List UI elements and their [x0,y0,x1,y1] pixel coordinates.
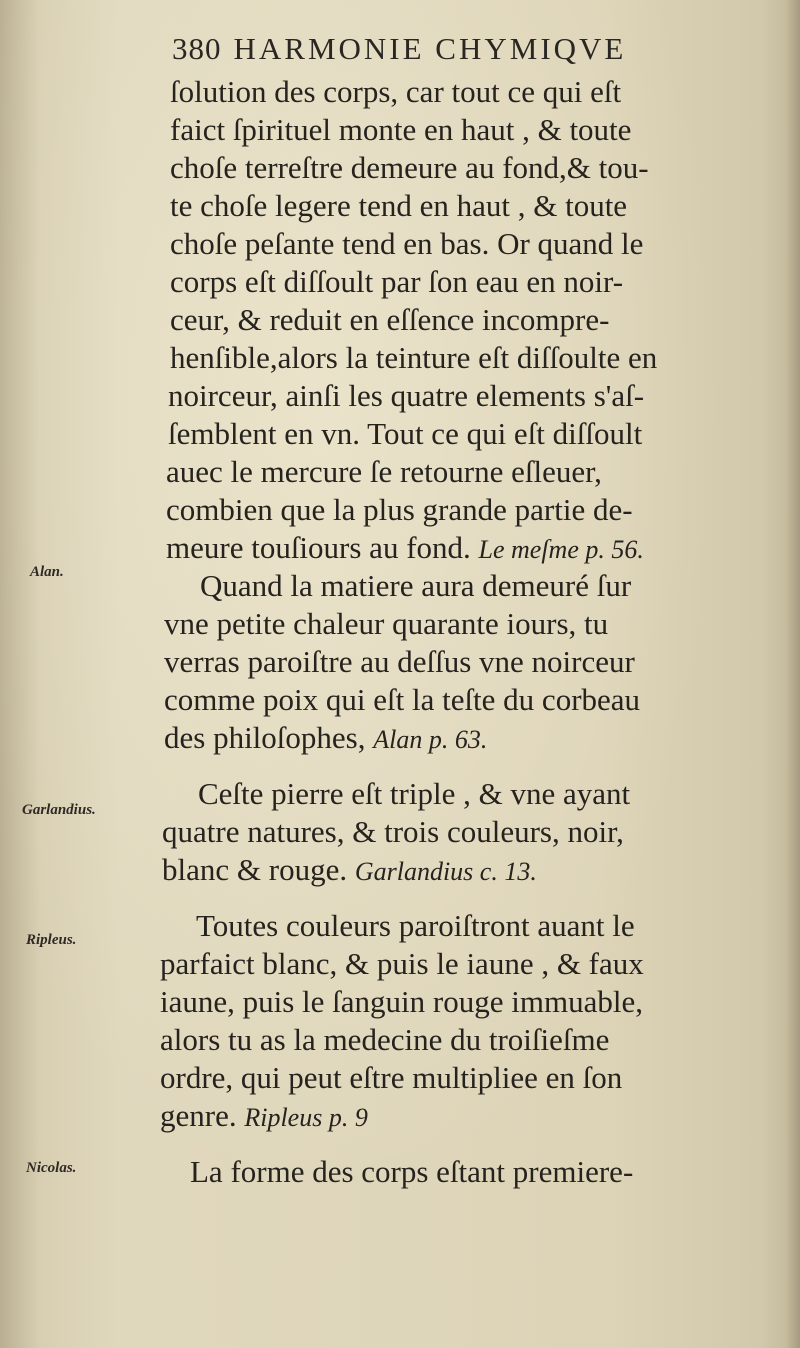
text-line: te choſe legere tend en haut , & toute [170,188,628,223]
text-line: auec le mercure ſe retourne eſleuer, [166,454,602,489]
margin-note-nicolas: Nicolas. [26,1160,77,1176]
text-line: faict ſpirituel monte en haut , & toute [170,112,632,147]
text-line: choſe terreſtre demeure au fond,& tou- [170,150,649,185]
text-line: Quand la matiere aura demeuré ſur [200,568,632,603]
text-line: Ceſte pierre eſt triple , & vne ayant [198,776,631,811]
text-line: La forme des corps eſtant premiere- [190,1154,634,1189]
page-header [172,28,772,70]
margin-note-garlandius: Garlandius. [22,802,96,818]
page-edge-shadow [786,0,800,1348]
text-line: des philoſophes, Alan p. 63. [164,720,488,755]
text-line: combien que la plus grande partie de- [166,492,633,527]
text-line: ordre, qui peut eſtre multipliee en ſon [160,1060,623,1095]
text-line: iaune, puis le ſanguin rouge immuable, [160,984,643,1019]
text-line: noirceur, ainſi les quatre elements s'aſ- [168,378,645,413]
text-line: henſible,alors la teinture eſt diſſoulte en [170,340,658,375]
margin-note-ripleus: Ripleus. [26,932,77,948]
text-line: ſemblent en vn. Tout ce qui eſt diſſoult [168,416,643,451]
margin-note-alan: Alan. [30,564,64,580]
text-line: quatre natures, & trois couleurs, noir, [162,814,624,849]
text-line: comme poix qui eſt la teſte du corbeau [164,682,641,717]
citation: Alan p. 63. [373,725,488,754]
text-line: Toutes couleurs paroiſtront auant le [196,908,635,943]
text-line: choſe peſante tend en bas. Or quand le [170,226,644,261]
text-line: vne petite chaleur quarante iours, tu [164,606,609,641]
text-line: verras paroiſtre au deſſus vne noirceur [164,644,635,679]
text-line: corps eſt diſſoult par ſon eau en noir- [170,264,624,299]
text-line: genre. Ripleus p. 9 [160,1098,368,1133]
text-line: parfaict blanc, & puis le iaune , & faux [160,946,644,981]
text-line: blanc & rouge. Garlandius c. 13. [162,852,537,887]
text-line: meure touſiours au fond. Le meſme p. 56. [166,530,644,565]
citation: Le meſme p. 56. [478,535,644,564]
text-line: ceur, & reduit en eſſence incompre- [170,302,610,337]
text-line: alors tu as la medecine du troiſieſme [160,1022,610,1057]
running-title: HARMONIE CHYMIQVE [233,31,627,66]
citation: Ripleus p. 9 [244,1103,368,1132]
citation: Garlandius c. 13. [354,857,537,886]
text-line: ſolution des corps, car tout ce qui eſt [170,74,622,109]
page-number: 380 [172,31,222,66]
